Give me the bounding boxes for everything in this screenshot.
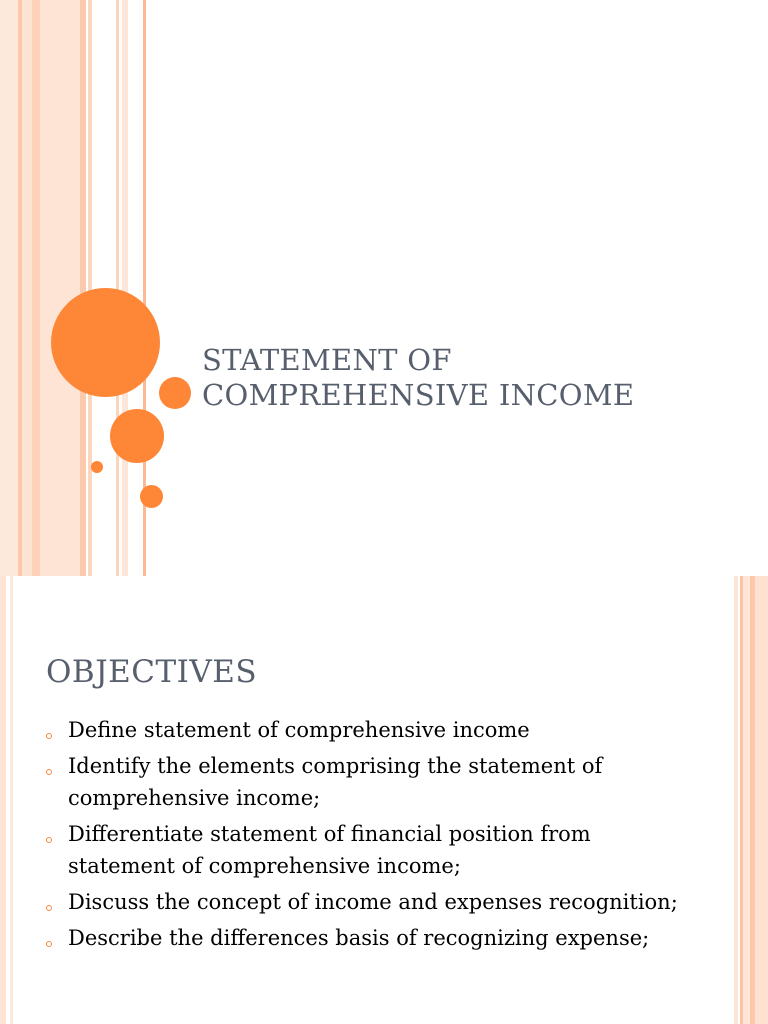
decor-stripe <box>0 576 6 1024</box>
decor-stripe <box>10 576 13 1024</box>
decor-circle-small <box>140 485 163 508</box>
decor-stripe <box>40 0 80 576</box>
objectives-heading: OBJECTIVES <box>46 654 258 690</box>
list-item: Differentiate statement of financial position from statement of comprehensive income; <box>46 818 686 882</box>
bullet-circle-icon <box>46 733 52 739</box>
bullet-circle-icon <box>46 941 52 947</box>
decor-circle-tiny <box>91 461 103 473</box>
decor-circle-small <box>159 377 191 409</box>
list-item: Describe the differences basis of recognizing expense; <box>46 922 686 954</box>
decor-stripe <box>122 0 128 576</box>
objectives-slide <box>0 576 768 1024</box>
decor-stripe <box>734 576 738 1024</box>
slide-title-line-1: STATEMENT OF <box>202 343 452 377</box>
objectives-list <box>46 714 686 958</box>
bullet-circle-icon <box>46 769 52 775</box>
decor-stripe <box>743 576 750 1024</box>
list-item: Identify the elements comprising the statement of comprehensive income; <box>46 750 686 814</box>
list-item: Discuss the concept of income and expenses recognition; <box>46 886 686 918</box>
slide-title-line-2: COMPREHENSIVE INCOME <box>202 378 635 412</box>
bullet-circle-icon <box>46 905 52 911</box>
decor-stripe <box>116 0 119 576</box>
decor-stripe <box>755 576 768 1024</box>
list-item: Define statement of comprehensive income <box>46 714 686 746</box>
slide-title <box>202 343 634 413</box>
decor-circle-medium <box>110 409 164 463</box>
bullet-circle-icon <box>46 837 52 843</box>
decor-stripe <box>32 0 40 576</box>
decor-stripe <box>0 0 18 576</box>
decor-stripe <box>22 0 32 576</box>
decor-circle-large <box>51 288 160 397</box>
